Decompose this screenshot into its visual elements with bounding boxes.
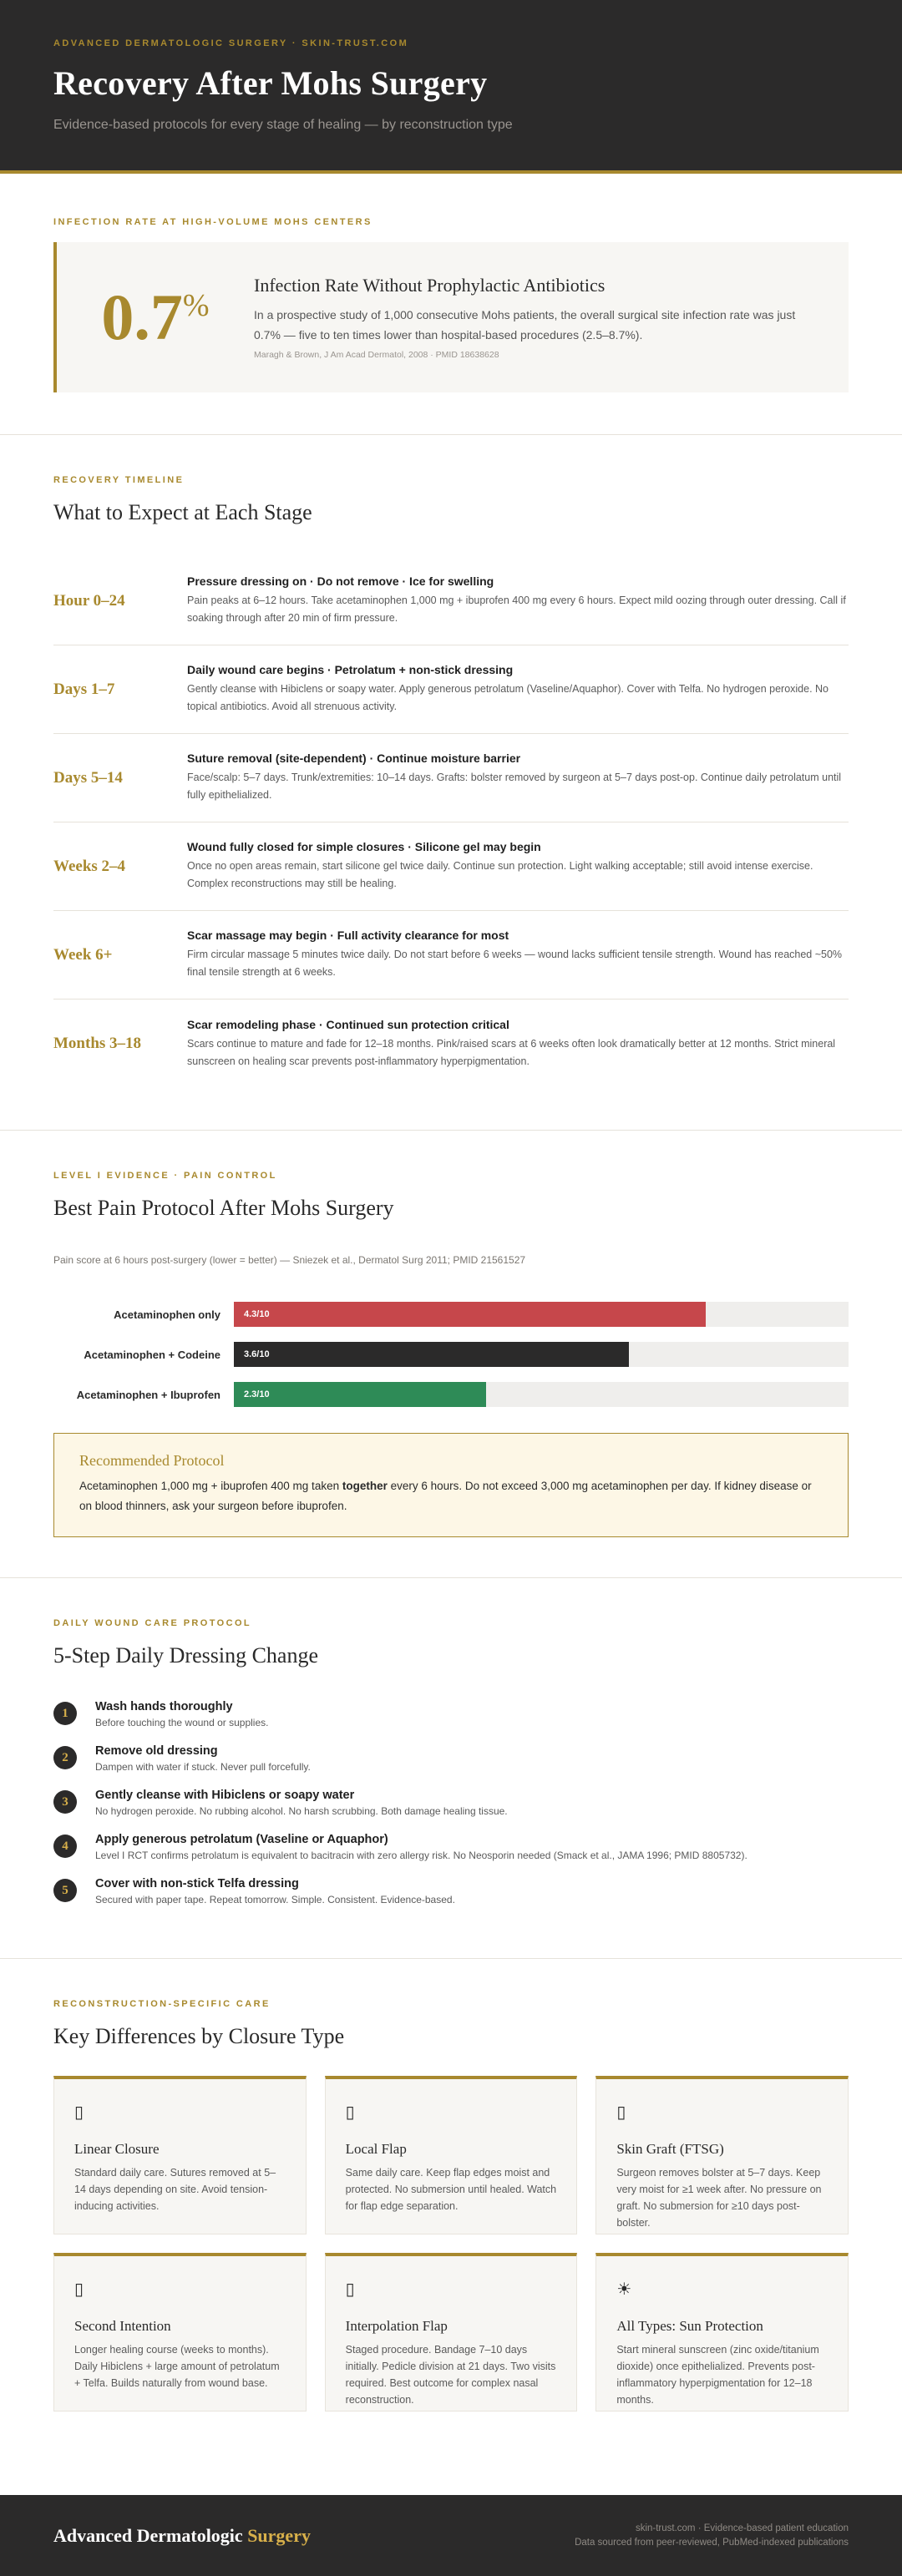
timeline-kicker: RECOVERY TIMELINE [53,475,185,485]
closure-type-section [0,1959,902,2452]
page-header [0,0,902,174]
page-subtitle: Evidence-based protocols for every stage of healing — by reconstruction type [53,118,513,132]
step-number-badge: 3 [53,1790,77,1814]
timeline-stage-body: Face/scalp: 5–7 days. Trunk/extremities: 10–14 days. Grafts: bolster removed by surgeon at 5–7 days post-op. Continue daily petrolatum until fully epithelialized. [187,772,842,801]
pain-bar-value: 4.3/10 [244,1309,270,1319]
pain-bar-value: 2.3/10 [244,1389,270,1399]
step-body: Before touching the wound or supplies. [95,1717,269,1728]
recommended-protocol-text [79,1476,823,1516]
recommended-protocol-box [53,1433,849,1537]
closure-card-body: Same daily care. Keep flap edges moist and protected. No submersion until healed. Watch for flap edge separation. [345,2167,557,2212]
closure-card-body: Start mineral sunscreen (zinc oxide/titanium dioxide) once epithelialized. Prevents post-inflammatory hyperpigmentation for 12–18 months. [616,2344,819,2406]
timeline-row [53,911,849,1000]
pain-bar-chart [53,1294,849,1415]
closure-card-body: Surgeon removes bolster at 5–7 days. Keep very moist for ≥1 week after. No pressure on graft. No submersion for ≥10 days post-bolster. [616,2167,822,2229]
footer-line-2: Data sourced from peer-reviewed, PubMed-indexed publications [575,2537,849,2548]
placeholder-icon: ▯ [74,2280,84,2299]
daily-wound-care-section [0,1578,902,1959]
infection-body: In a prospective study of 1,000 consecutive Mohs patients, the overall surgical site infection rate was just 0.7% — five to ten times lower than hospital-based procedures (2.5–8.7%). [254,308,796,342]
step-item [53,1833,849,1877]
step-item [53,1744,849,1789]
timeline-row [53,1000,849,1088]
step-heading: Apply generous petrolatum (Vaseline or Aquaphor) [95,1833,388,1846]
step-body: Dampen with water if stuck. Never pull forcefully. [95,1761,311,1773]
placeholder-icon: ▯ [345,2103,355,2122]
pain-control-section [0,1131,902,1578]
closure-card [325,2076,578,2234]
closure-card-body: Staged procedure. Bandage 7–10 days initially. Pedicle division at 21 days. Two visits required. Best outcome for complex nasal reconstruction. [345,2344,556,2406]
step-heading: Gently cleanse with Hibiclens or soapy water [95,1789,355,1802]
closure-card-title: Linear Closure [74,2141,160,2157]
step-heading: Remove old dressing [95,1744,218,1758]
step-body: Level I RCT confirms petrolatum is equivalent to bacitracin with zero allergy risk. No Neosporin needed (Smack et al., JAMA 1996; PMID 8805732). [95,1850,747,1861]
closure-card-title: Skin Graft (FTSG) [616,2141,724,2157]
closures-title: Key Differences by Closure Type [53,2024,345,2048]
timeline-title: What to Expect at Each Stage [53,500,312,524]
step-item [53,1877,849,1921]
timeline-stage-label: Days 5–14 [53,768,123,787]
step-item [53,1700,849,1744]
footer-info [575,2522,849,2550]
pain-title: Best Pain Protocol After Mohs Surgery [53,1196,394,1220]
pain-bar-fill [234,1302,706,1327]
closure-card [595,2253,849,2412]
step-heading: Cover with non-stick Telfa dressing [95,1877,299,1890]
step-number-badge: 5 [53,1879,77,1902]
infection-rate-section [0,174,902,435]
timeline-stage-heading: Daily wound care begins · Petrolatum + non-stick dressing [187,663,514,676]
protocol-text-part: every 6 hours. Do not exceed 3,000 mg acetaminophen per day. If kidney disease or on blood thinners, ask your surgeon before ibuprofen. [79,1480,812,1512]
pain-bar-row [53,1334,849,1374]
closure-card-body: Longer healing course (weeks to months). Daily Hibiclens + large amount of petrolatum + Telfa. Builds naturally from wound base. [74,2344,280,2389]
step-body: Secured with paper tape. Repeat tomorrow. Simple. Consistent. Evidence-based. [95,1894,455,1905]
timeline-stage-body: Firm circular massage 5 minutes twice daily. Do not start before 6 weeks — wound lacks sufficient tensile strength. Wound has reached ~50% final tensile strength at 6 weeks. [187,949,843,978]
page-title: Recovery After Mohs Surgery [53,64,488,102]
protocol-text-part: Acetaminophen 1,000 mg + ibuprofen 400 mg taken [79,1480,342,1492]
steps-list [53,1700,849,1921]
pain-bar-value: 3.6/10 [244,1349,270,1359]
infection-heading: Infection Rate Without Prophylactic Antibiotics [254,275,606,296]
closure-card [53,2076,307,2234]
steps-title: 5-Step Daily Dressing Change [53,1643,319,1668]
closure-card-title: Local Flap [345,2141,407,2157]
closure-card-title: Second Intention [74,2318,171,2334]
timeline-stage-label: Weeks 2–4 [53,857,126,875]
step-number-badge: 4 [53,1835,77,1858]
pain-bar-name: Acetaminophen + Ibuprofen [76,1388,220,1401]
pain-kicker: LEVEL I EVIDENCE · PAIN CONTROL [53,1171,277,1181]
timeline-row [53,734,849,822]
brand-accent: Surgery [247,2524,311,2546]
pain-bar-track [234,1302,849,1327]
pain-bar-row [53,1294,849,1334]
step-number-badge: 1 [53,1702,77,1725]
timeline-stage-label: Hour 0–24 [53,591,125,610]
pain-bar-track [234,1342,849,1367]
pain-chart-note: Pain score at 6 hours post-surgery (lower = better) — Sniezek et al., Dermatol Surg 2011; PMID 21561527 [53,1254,526,1266]
closure-card-title: Interpolation Flap [345,2318,448,2334]
infection-citation: Maragh & Brown, J Am Acad Dermatol, 2008 · PMID 18638628 [254,350,499,360]
sun-icon: ☀ [616,2280,632,2299]
timeline-stage-heading: Scar massage may begin · Full activity clearance for most [187,929,509,942]
step-heading: Wash hands thoroughly [95,1700,233,1713]
infection-stat-box [53,242,849,392]
step-body: No hydrogen peroxide. No rubbing alcohol. No harsh scrubbing. Both damage healing tissue. [95,1805,508,1817]
closure-cards-grid [53,2076,849,2412]
timeline-row [53,557,849,645]
step-number-badge: 2 [53,1746,77,1769]
protocol-text-emphasis: together [342,1480,388,1492]
brand-main: Advanced Dermatologic [53,2524,243,2546]
steps-kicker: DAILY WOUND CARE PROTOCOL [53,1618,252,1628]
timeline-stage-heading: Scar remodeling phase · Continued sun protection critical [187,1017,509,1031]
infection-rate-value [57,280,254,355]
footer-line-1: skin-trust.com · Evidence-based patient education [635,2523,849,2533]
recovery-timeline-section [0,435,902,1131]
infection-unit: % [182,288,210,323]
timeline-stage-label: Months 3–18 [53,1035,142,1052]
placeholder-icon: ▯ [74,2103,84,2122]
pain-bar-fill [234,1342,629,1367]
step-item [53,1789,849,1833]
closure-card-body: Standard daily care. Sutures removed at 5–14 days depending on site. Avoid tension-inducing activities. [74,2167,276,2212]
footer-brand [53,2525,311,2547]
pain-bar-row [53,1374,849,1415]
timeline-stage-body: Once no open areas remain, start silicone gel twice daily. Continue sun protection. Light walking acceptable; still avoid intense exercise. Complex reconstructions may still be healing. [187,860,813,889]
timeline-stage-heading: Suture removal (site-dependent) · Continue moisture barrier [187,752,521,765]
timeline-row [53,645,849,734]
pain-bar-name: Acetaminophen + Codeine [84,1348,220,1361]
timeline-stage-label: Week 6+ [53,945,113,964]
closure-card-title: All Types: Sun Protection [616,2318,763,2334]
pain-bar-name: Acetaminophen only [114,1308,220,1321]
header-kicker: ADVANCED DERMATOLOGIC SURGERY · SKIN-TRUST.COM [53,38,409,48]
timeline-stage-body: Pain peaks at 6–12 hours. Take acetaminophen 1,000 mg + ibuprofen 400 mg every 6 hours. Expect mild oozing through outer dressing. Call if soaking through after 20 min of firm pressure. [187,595,846,624]
timeline-row [53,822,849,911]
timeline-stage-heading: Pressure dressing on · Do not remove · Ice for swelling [187,574,494,588]
closure-card [325,2253,578,2412]
pain-bar-fill [234,1382,486,1407]
recommended-protocol-title: Recommended Protocol [79,1452,225,1469]
timeline-list [53,557,849,1088]
timeline-stage-body: Scars continue to mature and fade for 12–18 months. Pink/raised scars at 6 weeks often look dramatically better at 12 months. Strict mineral sunscreen on healing scar prevents post-inflammatory hyperpigmentation. [187,1037,836,1067]
placeholder-icon: ▯ [345,2280,355,2299]
timeline-stage-body: Gently cleanse with Hibiclens or soapy water. Apply generous petrolatum (Vaseline/Aquaphor). Cover with Telfa. No hydrogen peroxide. No topical antibiotics. Avoid all strenuous activity. [187,683,829,712]
closure-card [595,2076,849,2234]
closure-card [53,2253,307,2412]
infection-number: 0.7 [101,281,183,353]
pain-bar-track [234,1382,849,1407]
infection-kicker: INFECTION RATE AT HIGH-VOLUME MOHS CENTERS [53,217,372,227]
closures-kicker: RECONSTRUCTION-SPECIFIC CARE [53,1999,271,2009]
timeline-stage-heading: Wound fully closed for simple closures · Silicone gel may begin [187,840,541,853]
placeholder-icon: ▯ [616,2103,626,2122]
timeline-stage-label: Days 1–7 [53,680,115,698]
page-footer [0,2495,902,2576]
